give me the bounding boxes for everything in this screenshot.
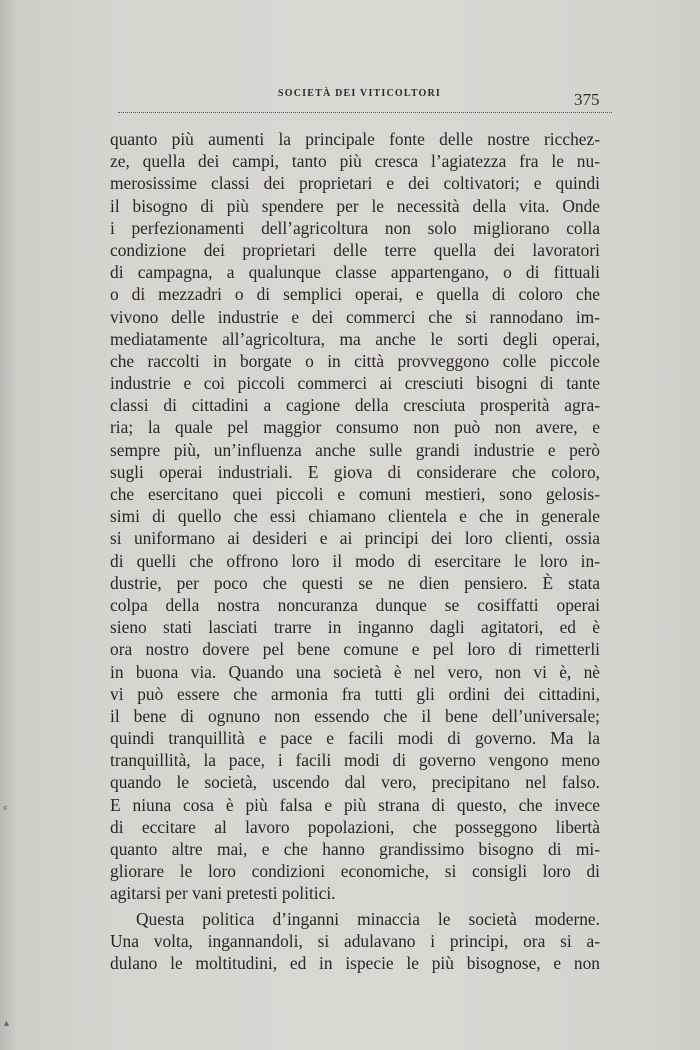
- text-line: i perfezionamenti dell’agricoltura non solo migliorano colla: [110, 217, 600, 238]
- text-line: il bene di ognuno non essendo che il bene dell’universale;: [110, 705, 600, 726]
- text-line: di quelli che offrono loro il modo di esercitare le loro in-: [110, 550, 600, 571]
- page-number: 375: [574, 90, 600, 109]
- text-line: Questa politica d’inganni minaccia le società moderne.: [136, 908, 600, 929]
- text-line: dustrie, per poco che questi se ne dien pensiero. È stata: [110, 572, 600, 593]
- text-line: in buona via. Quando una società è nel vero, non vi è, nè: [110, 661, 600, 682]
- text-line: colpa della nostra noncuranza dunque se cosiffatti operai: [110, 594, 600, 615]
- text-line: gliorare le loro condizioni economiche, si consigli loro di: [110, 861, 600, 882]
- text-line: condizione dei proprietari delle terre quella dei lavoratori: [110, 239, 600, 260]
- text-line: E niuna cosa è più falsa e più strana di questo, che invece: [110, 794, 600, 815]
- paragraph-1: [110, 128, 600, 905]
- text-line: simi di quello che essi chiamano clientela e che in generale: [110, 506, 600, 527]
- running-title: SOCIETÀ DEI VITICOLTORI: [278, 88, 442, 99]
- text-line: sieno stati lasciati trarre in inganno dagli agitatori, ed è: [110, 617, 600, 638]
- text-line: quanto più aumenti la principale fonte delle nostre ricchez-: [110, 129, 600, 149]
- text-line: merosissime classi dei proprietari e dei coltivatori; e quindi: [110, 173, 600, 194]
- margin-tick-icon: ▴: [4, 1018, 10, 1029]
- text-line: che esercitano quei piccoli e comuni mestieri, sono gelosis-: [110, 484, 600, 504]
- text-line: ora nostro dovere pel bene comune e pel loro di rimetterli: [110, 639, 600, 660]
- text-line: sempre più, un’influenza anche sulle grandi industrie e però: [110, 439, 600, 460]
- text-line: classi di cittadini a cagione della cresciuta prosperità agra-: [110, 395, 600, 416]
- text-line: sugli operai industriali. E giova di considerare che coloro,: [110, 461, 600, 482]
- header-rule: [118, 112, 612, 113]
- text-line: o di mezzadri o di semplici operai, e quella di coloro che: [110, 284, 600, 305]
- text-line: il bisogno di più spendere per le necessità della vita. Onde: [110, 195, 600, 216]
- text-line: vivono delle industrie e dei commerci che si rannodano im-: [110, 306, 600, 327]
- margin-pencil-mark-icon: ⸗: [3, 800, 7, 814]
- text-line: ria; la quale pel maggior consumo non può non avere, e: [110, 417, 600, 438]
- paragraph-2: [110, 908, 600, 975]
- text-line: si uniformano ai desideri e ai principi dei loro clienti, ossia: [110, 528, 600, 549]
- text-line: vi può essere che armonia fra tutti gli ordini dei cittadini,: [110, 683, 600, 704]
- text-line: quando le società, uscendo dal vero, precipitano nel falso.: [110, 772, 600, 793]
- text-line: che raccolti in borgate o in città provveggono colle piccole: [110, 350, 600, 371]
- text-line: quanto altre mai, e che hanno grandissimo bisogno di mi-: [110, 839, 600, 859]
- text-line: quindi tranquillità e pace e facili modi di governo. Ma la: [110, 728, 600, 749]
- text-line: di eccitare al lavoro popolazioni, che posseggono libertà: [110, 816, 600, 837]
- text-line: agitarsi per vani pretesti politici.: [110, 883, 336, 904]
- text-line: Una volta, ingannandoli, si adulavano i principi, ora si a-: [110, 930, 600, 951]
- text-line: dulano le moltitudini, ed in ispecie le più bisognose, e non: [110, 952, 600, 973]
- text-line: di campagna, a qualunque classe appartengano, o di fittuali: [110, 262, 600, 283]
- body-text: [110, 128, 600, 974]
- text-line: industrie e coi piccoli commerci ai cresciuti bisogni di tante: [110, 373, 600, 394]
- text-line: mediatamente all’agricoltura, ma anche le sorti degli operai,: [110, 328, 600, 349]
- text-line: tranquillità, la pace, i facili modi di governo vengono meno: [110, 750, 600, 771]
- running-head: [0, 82, 700, 112]
- text-line: ze, quella dei campi, tanto più cresca l’agiatezza fra le nu-: [110, 151, 600, 172]
